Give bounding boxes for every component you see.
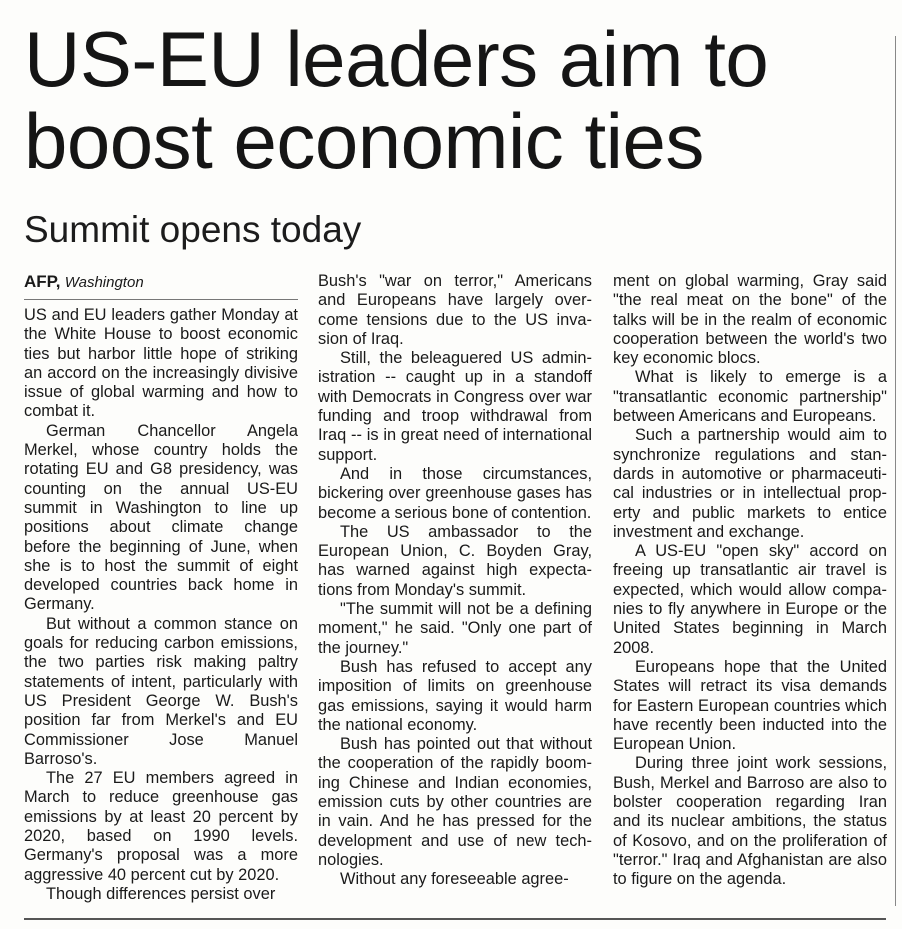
byline-location: Washington bbox=[64, 274, 144, 291]
paragraph: Without any foreseeable agree- bbox=[340, 870, 569, 889]
paragraph: Europeans hope that the United States will retract its visa demands for Eastern European countries which have recently been inducted into the European Union. bbox=[613, 657, 887, 754]
paragraph: Such a partnership would aim to synchronize regulations and standards in automotive or pharmaceutical industries or in intellectual property and public markets to entice investment and exchange. bbox=[613, 426, 887, 541]
paragraph: The US ambassador to the European Union, C. Boyden Gray, has warned against high expectations from Monday's summit. bbox=[318, 522, 592, 599]
paragraph: German Chancellor Angela Merkel, whose country holds the rotating EU and G8 presidency, was counting on the annual US-EU summit in Washington to line up positions about climate change before the beginning of June, when she is to host the summit of eight developed countries back home in Germany. bbox=[24, 421, 298, 614]
paragraph: Bush's "war on terror," Americans and Europeans have largely overcome tensions due to the US invasion of Iraq. bbox=[318, 272, 592, 348]
paragraph: The 27 EU members agreed in March to reduce greenhouse gas emissions by at least 20 percent by 2020, based on 1990 levels. Germany's proposal was a more aggressive 40 percent cut by 2020. bbox=[24, 769, 298, 884]
article-column-3 bbox=[613, 272, 887, 890]
paragraph: A US-EU "open sky" accord on freeing up transatlantic air travel is expected, which would allow companies to fly anywhere in Europe or the United States beginning in March 2008. bbox=[613, 542, 887, 657]
paragraph: What is likely to emerge is a "transatlantic economic partnership" between Americans and Europeans. bbox=[613, 368, 887, 426]
paragraph: US and EU leaders gather Monday at the White House to boost economic ties but harbor little hope of striking an accord on the increasingly divisive issue of global warming and how to combat it. bbox=[24, 306, 298, 421]
paragraph: But without a common stance on goals for reducing carbon emissions, the two parties risk making paltry statements of intent, particularly with US President George W. Bush's position far from Merkel's and EU Commissioner Jose Manuel Barroso's. bbox=[24, 614, 298, 768]
paragraph: "The summit will not be a defining moment," he said. "Only one part of the journey." bbox=[318, 600, 592, 657]
paragraph: And in those circumstances, bickering over greenhouse gases has become a serious bone of contention. bbox=[318, 464, 592, 522]
paragraph: Still, the beleaguered US administration -- caught up in a standoff with Democrats in Congress over war funding and troop withdrawal from Iraq -- is in great need of international support. bbox=[318, 349, 592, 464]
article-column-1 bbox=[24, 272, 298, 904]
subheadline: Summit opens today bbox=[24, 209, 362, 250]
headline: US-EU leaders aim to boost economic ties bbox=[24, 15, 769, 185]
byline bbox=[24, 272, 298, 300]
paragraph: Though differences persist over bbox=[46, 884, 276, 903]
paragraph: During three joint work sessions, Bush, Merkel and Barroso are also to bolster cooperation regarding Iran and its nuclear ambitions, the status of Kosovo, and on the proliferation of "terror." Iraq and Afghanistan are also to figure on the agenda. bbox=[613, 754, 887, 889]
paragraph: ment on global warming, Gray said "the real meat on the bone" of the talks will be in the realm of economic cooperation between the world's two key economic blocs. bbox=[613, 272, 887, 368]
column-rule-right bbox=[895, 36, 896, 906]
article-column-2 bbox=[318, 272, 592, 890]
paragraph: Bush has pointed out that without the cooperation of the rapidly booming Chinese and Indian economies, emission cuts by other countries are in vain. And he has pressed for the development and use of new technologies. bbox=[318, 735, 592, 869]
byline-agency: AFP, bbox=[24, 272, 61, 291]
bottom-rule bbox=[24, 918, 886, 920]
paragraph: Bush has refused to accept any imposition of limits on greenhouse gas emissions, saying it would harm the national economy. bbox=[318, 657, 592, 734]
